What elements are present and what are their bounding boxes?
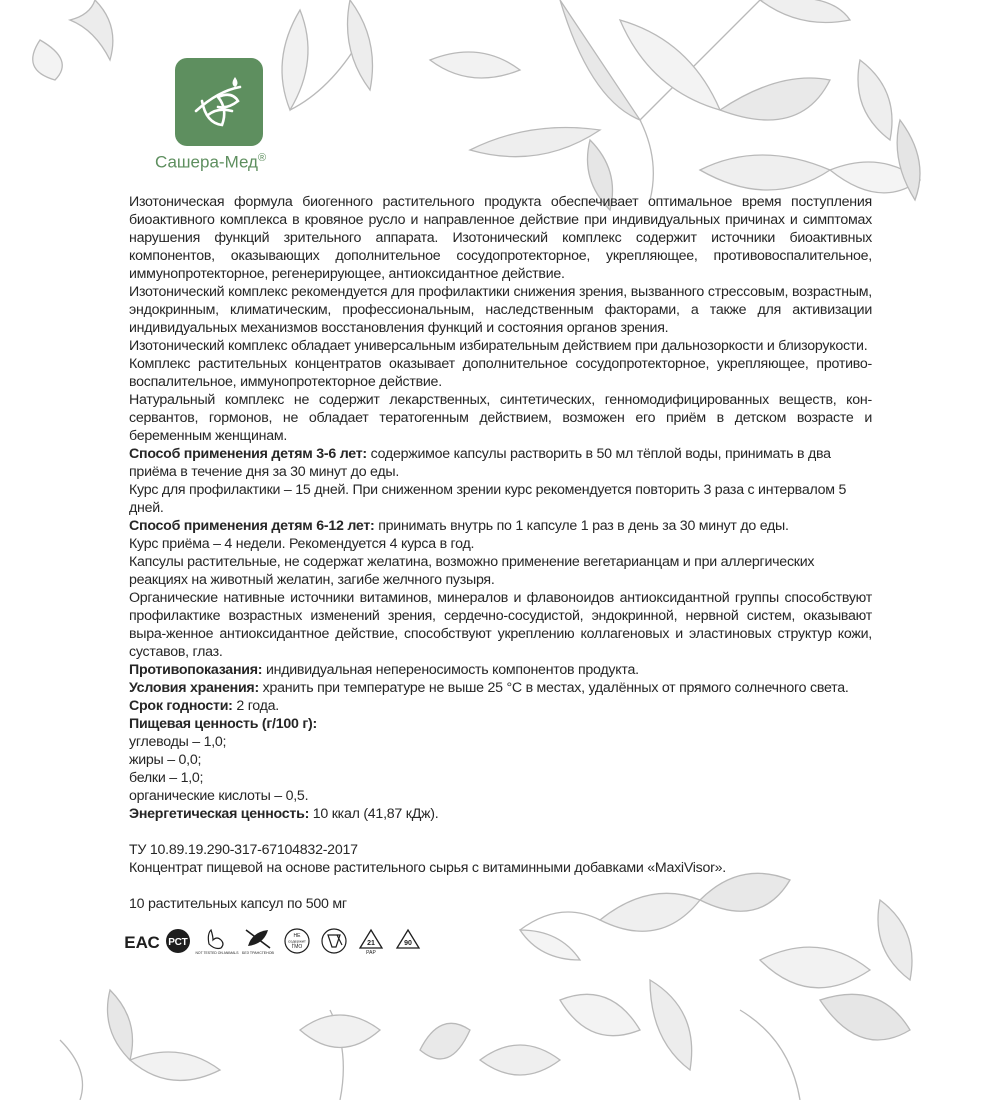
logo-badge	[175, 58, 263, 146]
paragraph: Изотонический комплекс рекомендуется для профилактики снижения зрения, вызванного стрессовым, возрастным, эндокринным, климатическим, профессиональным, наследственным факторами, а также для активизации индивидуальных механизмов восстановления функций и состояния органов зрения.	[129, 284, 872, 336]
tu-code: ТУ 10.89.19.290-317-67104832-2017	[129, 842, 358, 858]
usage-6-12-text: принимать внутрь по 1 капсуле 1 раз в день за 30 минут до еды.	[374, 518, 789, 534]
svg-text:РСТ: РСТ	[168, 937, 188, 948]
usage-6-12-course: Курс приёма – 4 недели. Рекомендуется 4 курса в год.	[129, 536, 475, 552]
organic-text: Органические нативные источники витаминов, минералов и флавоноидов антиоксидантной группы способствуют профилактике возрастных изменений зрения, сердечно-сосудистой, эндокринной, нервной систем, оказывают выра-женное антиоксидантное действие, способствуют укреплению коллагеновых и эластиновых структур кожи, суставов, глаз.	[129, 590, 872, 660]
energy-label: Энергетическая ценность:	[129, 806, 310, 822]
svg-text:21: 21	[367, 940, 375, 947]
no-gmo-circle-icon	[283, 927, 311, 955]
contraindications	[129, 661, 872, 679]
nutrition-label: Пищевая ценность (г/100 г):	[129, 716, 317, 732]
recycle-90-icon	[394, 927, 422, 955]
storage	[129, 679, 872, 697]
contraindications-text: индивидуальная непереносимость компонентов продукта.	[262, 662, 639, 678]
usage-3-6-text: содержимое капсулы растворить в 50 мл тёплой воды, принимать в два приёма в течение дня за 30 минут до еды.	[129, 446, 831, 480]
recycle-pap-icon	[357, 927, 385, 955]
usage-6-12-label: Способ применения детям 6-12 лет:	[129, 518, 375, 534]
energy	[129, 805, 872, 823]
paragraph: Изотонический комплекс обладает универсальным избирательным действием при дальнозоркости и близорукости.	[129, 338, 868, 354]
product-description: Концентрат пищевой на основе растительного сырья с витаминными добавками «MaxiVisor».	[129, 860, 726, 876]
shelf-life-text: 2 года.	[232, 698, 279, 714]
certification-icons	[124, 926, 422, 956]
storage-text: хранить при температуре не выше 25 °С в местах, удалённых от прямого солнечного света.	[258, 680, 849, 696]
contraindications-label: Противопоказания:	[129, 662, 263, 678]
usage-3-6-label: Способ применения детям 3-6 лет:	[129, 446, 367, 462]
nutrition-item: белки – 1,0;	[129, 770, 204, 786]
paragraph: Изотоническая формула биогенного растительного продукта обеспечивает оптимальное время поступления биоактивного комплекса в кровяное русло и направленное действие при индивидуальных причинах и симптомах нарушения функций зрительного аппарата. Изотонический комплекс содержит источники биоактивных компонентов, оказывающих дополнительное сосудопротекторное, укрепляющее, противовоспалительное, иммунопротекторное, регенерирующее, антиоксидантное действие.	[129, 194, 872, 282]
nutrition-heading	[129, 715, 872, 733]
storage-label: Условия хранения:	[129, 680, 259, 696]
capsules-text: Капсулы растительные, не содержат желатина, возможно применение вегетарианцам и при аллергических реакциях на животный желатин, загибе желчного пузыря.	[129, 554, 815, 588]
svg-text:ЕАС: ЕАС	[124, 933, 160, 952]
nutrition-item: углеводы – 1,0;	[129, 734, 227, 750]
svg-text:PAP: PAP	[366, 950, 376, 956]
shelf-life	[129, 697, 872, 715]
paragraph: Натуральный комплекс не содержит лекарственных, синтетических, генномодифицированных веществ, кон-сервантов, гормонов, не обладает тератогенным действием, возможен его приём в детском возрасте и беременным женщинам.	[129, 392, 872, 444]
nutrition-item: жиры – 0,0;	[129, 752, 202, 768]
leaf-drop-icon	[188, 71, 250, 133]
rst-certification-icon	[164, 927, 192, 955]
no-gmo-leaf-icon	[242, 926, 274, 956]
svg-text:содержит: содержит	[288, 938, 306, 944]
package-info: 10 растительных капсул по 500 мг	[129, 896, 347, 912]
usage-6-12	[129, 517, 872, 535]
nutrition-item: органические кислоты – 0,5.	[129, 788, 309, 804]
svg-text:ГМО: ГМО	[291, 944, 303, 950]
brand-name: Сашера-Мед®	[155, 152, 267, 172]
shelf-life-label: Срок годности:	[129, 698, 233, 714]
eac-mark-icon	[124, 928, 160, 954]
usage-3-6-course: Курс для профилактики – 15 дней. При сниженном зрении курс рекомендуется повторить 3 раза с интервалом 5 дней.	[129, 482, 847, 516]
brand-logo	[155, 58, 305, 173]
food-contact-icon	[320, 927, 348, 955]
cruelty-free-icon	[195, 926, 239, 956]
svg-text:НЕ: НЕ	[293, 933, 301, 939]
description-text	[129, 193, 872, 913]
svg-text:90: 90	[404, 940, 412, 947]
usage-3-6	[129, 445, 872, 481]
svg-text:БЕЗ ТРАНСГЕНОВ: БЕЗ ТРАНСГЕНОВ	[242, 951, 274, 955]
energy-text: 10 ккал (41,87 кДж).	[309, 806, 439, 822]
svg-text:NOT TESTED ON ANIMALS: NOT TESTED ON ANIMALS	[195, 951, 239, 955]
paragraph: Комплекс растительных концентратов оказывает дополнительное сосудопротекторное, укрепляющее, противо-воспалительное, иммунопротекторное действие.	[129, 356, 872, 390]
